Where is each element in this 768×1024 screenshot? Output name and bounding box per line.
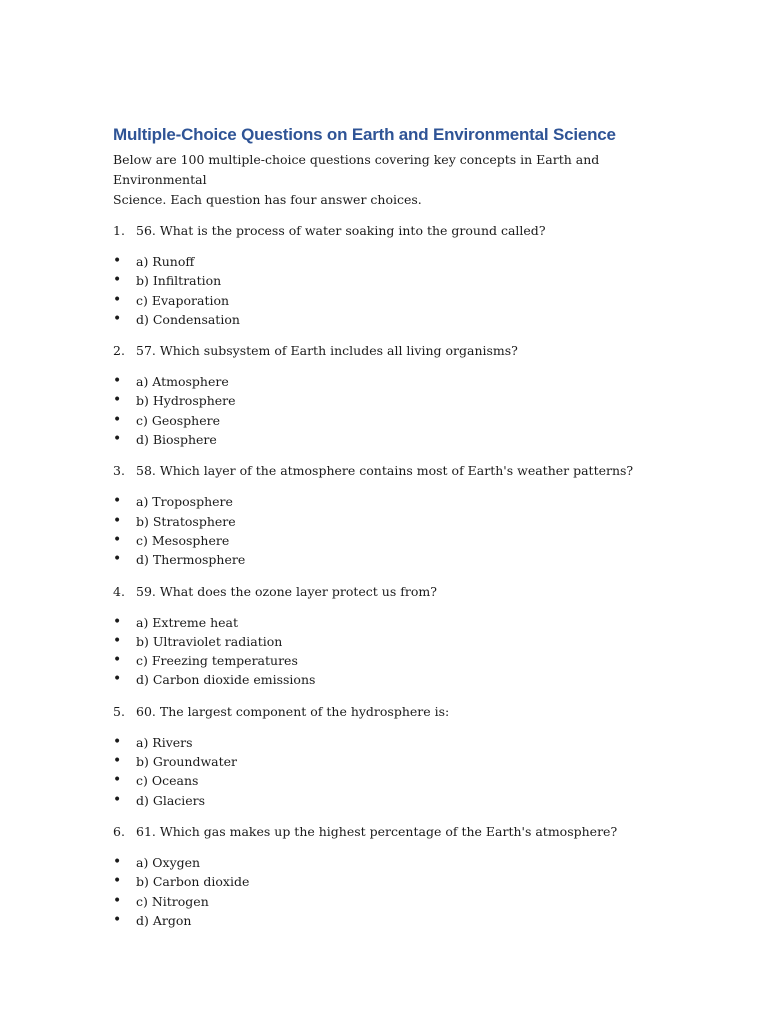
answer-option-text: c) Mesosphere bbox=[136, 532, 230, 548]
answer-option bbox=[113, 252, 673, 271]
question-line bbox=[113, 702, 673, 722]
bullet-icon: • bbox=[113, 892, 122, 909]
bullet-icon: • bbox=[113, 772, 122, 789]
answer-option bbox=[113, 651, 673, 670]
answer-option-text: c) Evaporation bbox=[136, 292, 230, 308]
question-text: 59. What does the ozone layer protect us from? bbox=[136, 583, 437, 599]
answer-option bbox=[113, 550, 673, 569]
answer-option-text: b) Ultraviolet radiation bbox=[136, 633, 283, 649]
bullet-icon: • bbox=[113, 873, 122, 890]
bullet-icon: • bbox=[113, 671, 122, 688]
answer-option bbox=[113, 411, 673, 430]
answer-option bbox=[113, 492, 673, 511]
answer-option-text: b) Carbon dioxide bbox=[136, 874, 250, 890]
answer-option-text: b) Groundwater bbox=[136, 754, 237, 770]
answer-option bbox=[113, 430, 673, 449]
bullet-icon: • bbox=[113, 632, 122, 649]
answer-options bbox=[113, 853, 673, 930]
document-body bbox=[113, 124, 673, 942]
answer-option bbox=[113, 872, 673, 891]
answer-option-text: a) Oxygen bbox=[136, 854, 201, 870]
answer-option bbox=[113, 271, 673, 290]
answer-option-text: c) Freezing temperatures bbox=[136, 653, 298, 669]
question-number: 4. bbox=[113, 583, 125, 599]
answer-option bbox=[113, 733, 673, 752]
answer-option-text: c) Oceans bbox=[136, 773, 199, 789]
bullet-icon: • bbox=[113, 512, 122, 529]
bullet-icon: • bbox=[113, 791, 122, 808]
bullet-icon: • bbox=[113, 310, 122, 327]
document-title: Multiple-Choice Questions on Earth and Environmental Science bbox=[113, 125, 616, 144]
question-line bbox=[113, 221, 673, 241]
bullet-icon: • bbox=[113, 652, 122, 669]
answer-option-text: b) Stratosphere bbox=[136, 513, 236, 529]
question-text: 60. The largest component of the hydrosphere is: bbox=[136, 703, 450, 719]
answer-option bbox=[113, 632, 673, 651]
answer-option bbox=[113, 853, 673, 872]
bullet-icon: • bbox=[113, 531, 122, 548]
bullet-icon: • bbox=[113, 291, 122, 308]
answer-option bbox=[113, 512, 673, 531]
answer-options bbox=[113, 733, 673, 810]
answer-option-text: d) Argon bbox=[136, 912, 192, 928]
answer-option bbox=[113, 752, 673, 771]
bullet-icon: • bbox=[113, 911, 122, 928]
answer-option bbox=[113, 613, 673, 632]
intro-line: Science. Each question has four answer choices. bbox=[113, 192, 422, 207]
intro-line: Below are 100 multiple-choice questions covering key concepts in Earth and Environmental bbox=[113, 152, 600, 187]
answer-option bbox=[113, 291, 673, 310]
bullet-icon: • bbox=[113, 272, 122, 289]
answer-option bbox=[113, 911, 673, 930]
answer-option bbox=[113, 670, 673, 689]
bullet-icon: • bbox=[113, 551, 122, 568]
answer-option bbox=[113, 791, 673, 810]
question-item bbox=[113, 582, 673, 690]
bullet-icon: • bbox=[113, 253, 122, 269]
answer-options bbox=[113, 372, 673, 449]
intro-paragraph bbox=[113, 150, 673, 210]
answer-option-text: d) Biosphere bbox=[136, 432, 217, 448]
answer-option-text: d) Condensation bbox=[136, 311, 240, 327]
question-item bbox=[113, 822, 673, 930]
bullet-icon: • bbox=[113, 853, 122, 870]
answer-option-text: c) Geosphere bbox=[136, 412, 220, 428]
question-text: 56. What is the process of water soaking into the ground called? bbox=[136, 223, 546, 238]
answer-option bbox=[113, 310, 673, 329]
answer-option-text: c) Nitrogen bbox=[136, 893, 209, 909]
answer-option bbox=[113, 771, 673, 790]
answer-option-text: a) Troposphere bbox=[136, 494, 233, 510]
answer-options bbox=[113, 252, 673, 329]
question-number: 6. bbox=[113, 823, 125, 839]
answer-option bbox=[113, 391, 673, 410]
bullet-icon: • bbox=[113, 392, 122, 409]
question-text: 61. Which gas makes up the highest percentage of the Earth's atmosphere? bbox=[136, 823, 618, 839]
answer-option-text: b) Infiltration bbox=[136, 273, 222, 289]
answer-option-text: a) Extreme heat bbox=[136, 614, 239, 630]
answer-option-text: d) Carbon dioxide emissions bbox=[136, 672, 316, 688]
bullet-icon: • bbox=[113, 613, 122, 630]
answer-option-text: a) Atmosphere bbox=[136, 374, 229, 390]
bullet-icon: • bbox=[113, 411, 122, 428]
answer-option-text: a) Runoff bbox=[136, 254, 195, 269]
answer-option-text: a) Rivers bbox=[136, 734, 193, 750]
question-item bbox=[113, 221, 673, 329]
answer-options bbox=[113, 492, 673, 569]
answer-option-text: d) Glaciers bbox=[136, 792, 206, 808]
answer-option bbox=[113, 372, 673, 391]
answer-option-text: d) Thermosphere bbox=[136, 552, 246, 568]
question-number: 3. bbox=[113, 463, 125, 479]
question-number: 2. bbox=[113, 343, 125, 359]
bullet-icon: • bbox=[113, 373, 122, 390]
question-item bbox=[113, 702, 673, 810]
question-list bbox=[113, 221, 673, 930]
bullet-icon: • bbox=[113, 493, 122, 510]
answer-option-text: b) Hydrosphere bbox=[136, 393, 236, 409]
question-text: 57. Which subsystem of Earth includes all living organisms? bbox=[136, 343, 518, 359]
answer-options bbox=[113, 613, 673, 690]
answer-option bbox=[113, 531, 673, 550]
question-line bbox=[113, 341, 673, 361]
bullet-icon: • bbox=[113, 431, 122, 448]
question-line bbox=[113, 461, 673, 481]
question-line bbox=[113, 822, 673, 842]
bullet-icon: • bbox=[113, 753, 122, 770]
question-number: 1. bbox=[113, 223, 125, 238]
bullet-icon: • bbox=[113, 733, 122, 750]
question-line bbox=[113, 582, 673, 602]
question-item bbox=[113, 461, 673, 569]
answer-option bbox=[113, 892, 673, 911]
question-text: 58. Which layer of the atmosphere contains most of Earth's weather patterns? bbox=[136, 463, 634, 479]
question-item bbox=[113, 341, 673, 449]
question-number: 5. bbox=[113, 703, 125, 719]
